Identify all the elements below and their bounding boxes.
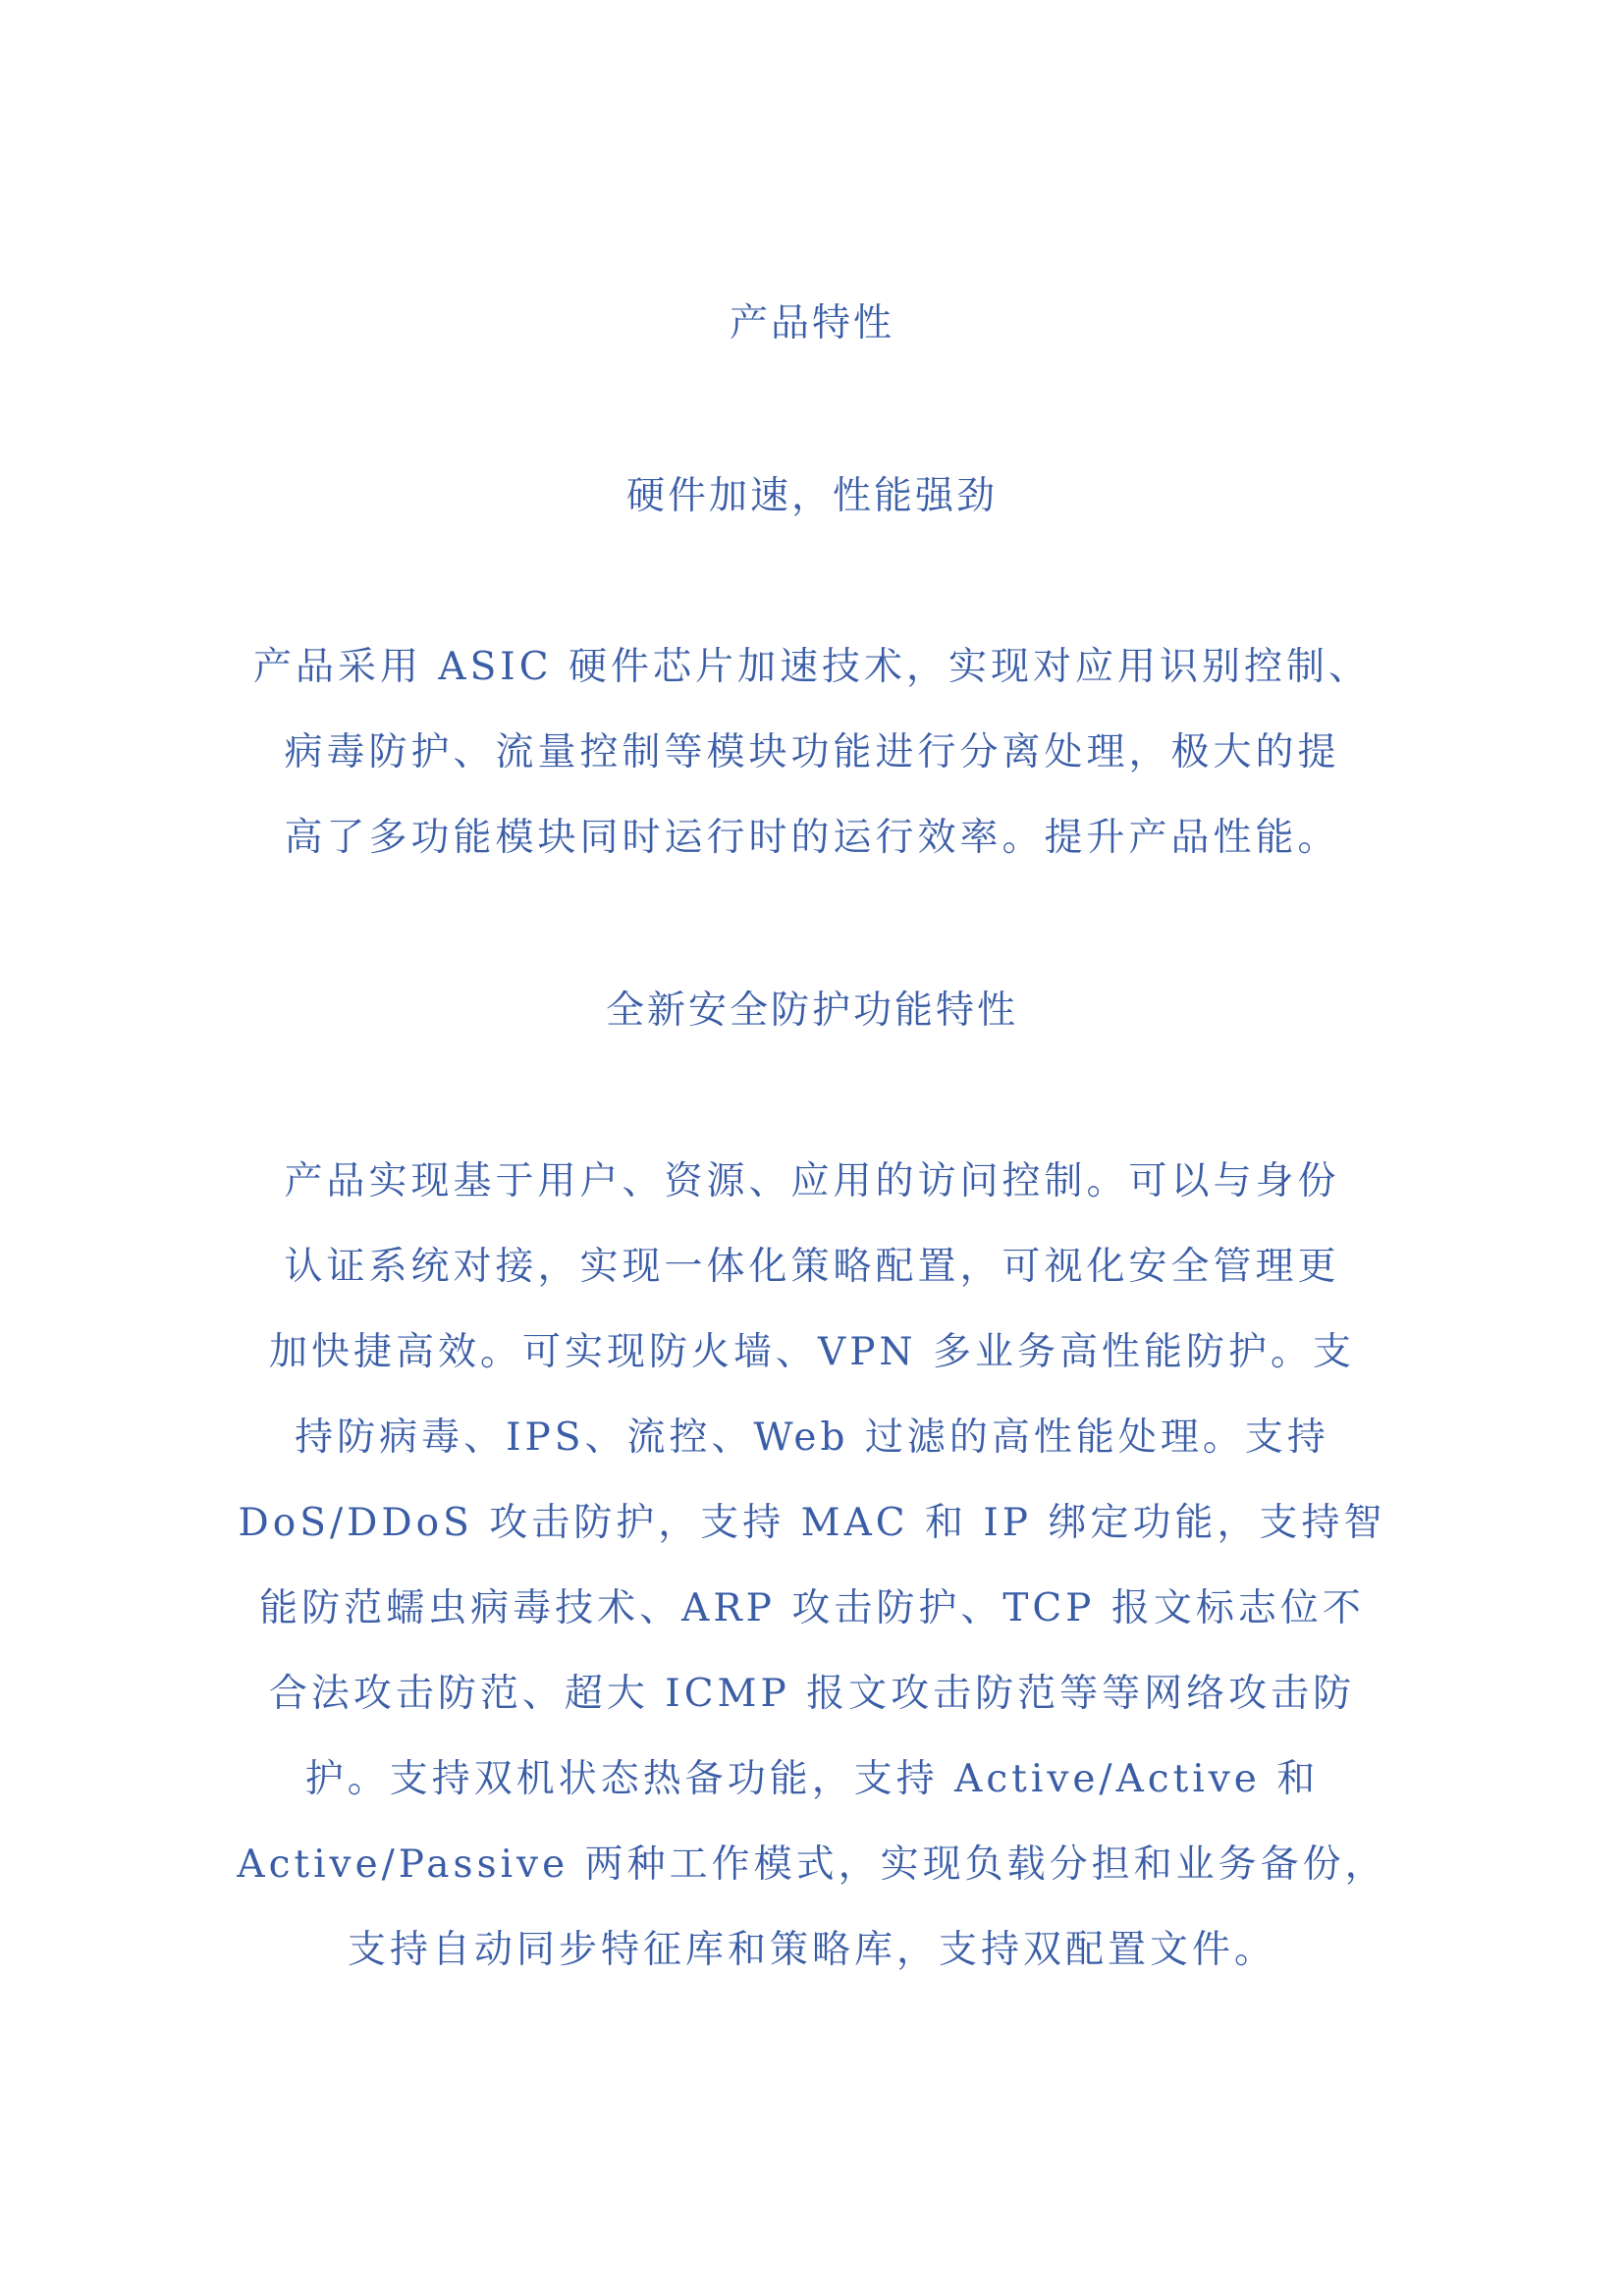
paragraph-line: 高了多功能模块同时运行时的运行效率。提升产品性能。 <box>284 816 1340 860</box>
paragraph-line: 产品实现基于用户、资源、应用的访问控制。可以与身份 <box>284 1159 1340 1203</box>
paragraph-line: 病毒防护、流量控制等模块功能进行分离处理，极大的提 <box>284 730 1340 774</box>
paragraph-line: 加快捷高效。可实现防火墙、VPN 多业务高性能防护。支 <box>269 1330 1355 1374</box>
paragraph-line: 护。支持双机状态热备功能，支持 Active/Active 和 <box>304 1757 1320 1801</box>
paragraph-line: Active/Passive 两种工作模式，实现负载分担和业务备份， <box>237 1842 1387 1887</box>
paragraph-line: 合法攻击防范、超大 ICMP 报文攻击防范等等网络攻击防 <box>268 1672 1356 1716</box>
page-title: 产品特性 <box>729 301 894 346</box>
paragraph-line: 持防病毒、IPS、流控、Web 过滤的高性能处理。支持 <box>295 1415 1329 1460</box>
section-heading-security-features: 全新安全防护功能特性 <box>605 988 1018 1033</box>
paragraph-line: 产品采用 ASIC 硬件芯片加速技术，实现对应用识别控制、 <box>253 645 1371 689</box>
paragraph-line: 能防范蠕虫病毒技术、ARP 攻击防护、TCP 报文标志位不 <box>259 1586 1365 1630</box>
paragraph-line: DoS/DDoS 攻击防护，支持 MAC 和 IP 绑定功能，支持智 <box>238 1501 1386 1545</box>
paragraph-hardware-acceleration <box>236 624 1388 881</box>
paragraph-line: 认证系统对接，实现一体化策略配置，可视化安全管理更 <box>284 1245 1340 1289</box>
section-heading-hardware-acceleration: 硬件加速，性能强劲 <box>625 474 998 518</box>
paragraph-security-features <box>236 1139 1388 1993</box>
paragraph-line: 支持自动同步特征库和策略库，支持双配置文件。 <box>347 1928 1276 1972</box>
